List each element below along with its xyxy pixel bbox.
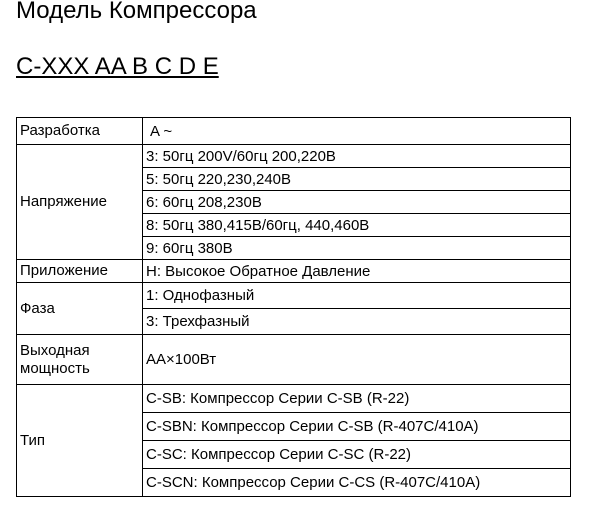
table-row-phase (17, 283, 571, 309)
application-label: Приложение (17, 260, 143, 283)
type-label: Тип (17, 385, 143, 497)
phase-value: 1: Однофазный (143, 283, 571, 309)
type-value: C-SCN: Компрессор Серии C-CS (R-407C/410A) (143, 469, 571, 497)
spec-table (16, 117, 571, 497)
page-title: Модель Компрессора (16, 0, 257, 24)
voltage-value: 5: 50гц 220,230,240В (143, 168, 571, 191)
table-row-development (17, 118, 571, 145)
voltage-value: 8: 50гц 380,415В/60гц, 440,460В (143, 214, 571, 237)
development-label: Разработка (17, 118, 143, 145)
development-value (143, 118, 571, 145)
type-value: C-SB: Компрессор Серии C-SB (R-22) (143, 385, 571, 413)
voltage-value: 3: 50гц 200V/60гц 200,220В (143, 145, 571, 168)
type-value: C-SC: Компрессор Серии C-SC (R-22) (143, 441, 571, 469)
model-code: C-XXX AA B C D E (16, 53, 219, 80)
phase-value: 3: Трехфазный (143, 309, 571, 335)
table-row-application (17, 260, 571, 283)
voltage-value: 9: 60гц 380В (143, 237, 571, 260)
table-row-voltage (17, 145, 571, 168)
output-value: AA×100Вт (143, 335, 571, 385)
voltage-value: 6: 60гц 208,230В (143, 191, 571, 214)
output-label: Выходная мощность (17, 335, 143, 385)
table-row-output (17, 335, 571, 385)
table-row-type (17, 385, 571, 413)
phase-label: Фаза (17, 283, 143, 335)
development-value-text: A ~ (150, 122, 173, 140)
type-value: C-SBN: Компрессор Серии C-SB (R-407C/410A) (143, 413, 571, 441)
voltage-label: Напряжение (17, 145, 143, 260)
application-value: H: Высокое Обратное Давление (143, 260, 571, 283)
